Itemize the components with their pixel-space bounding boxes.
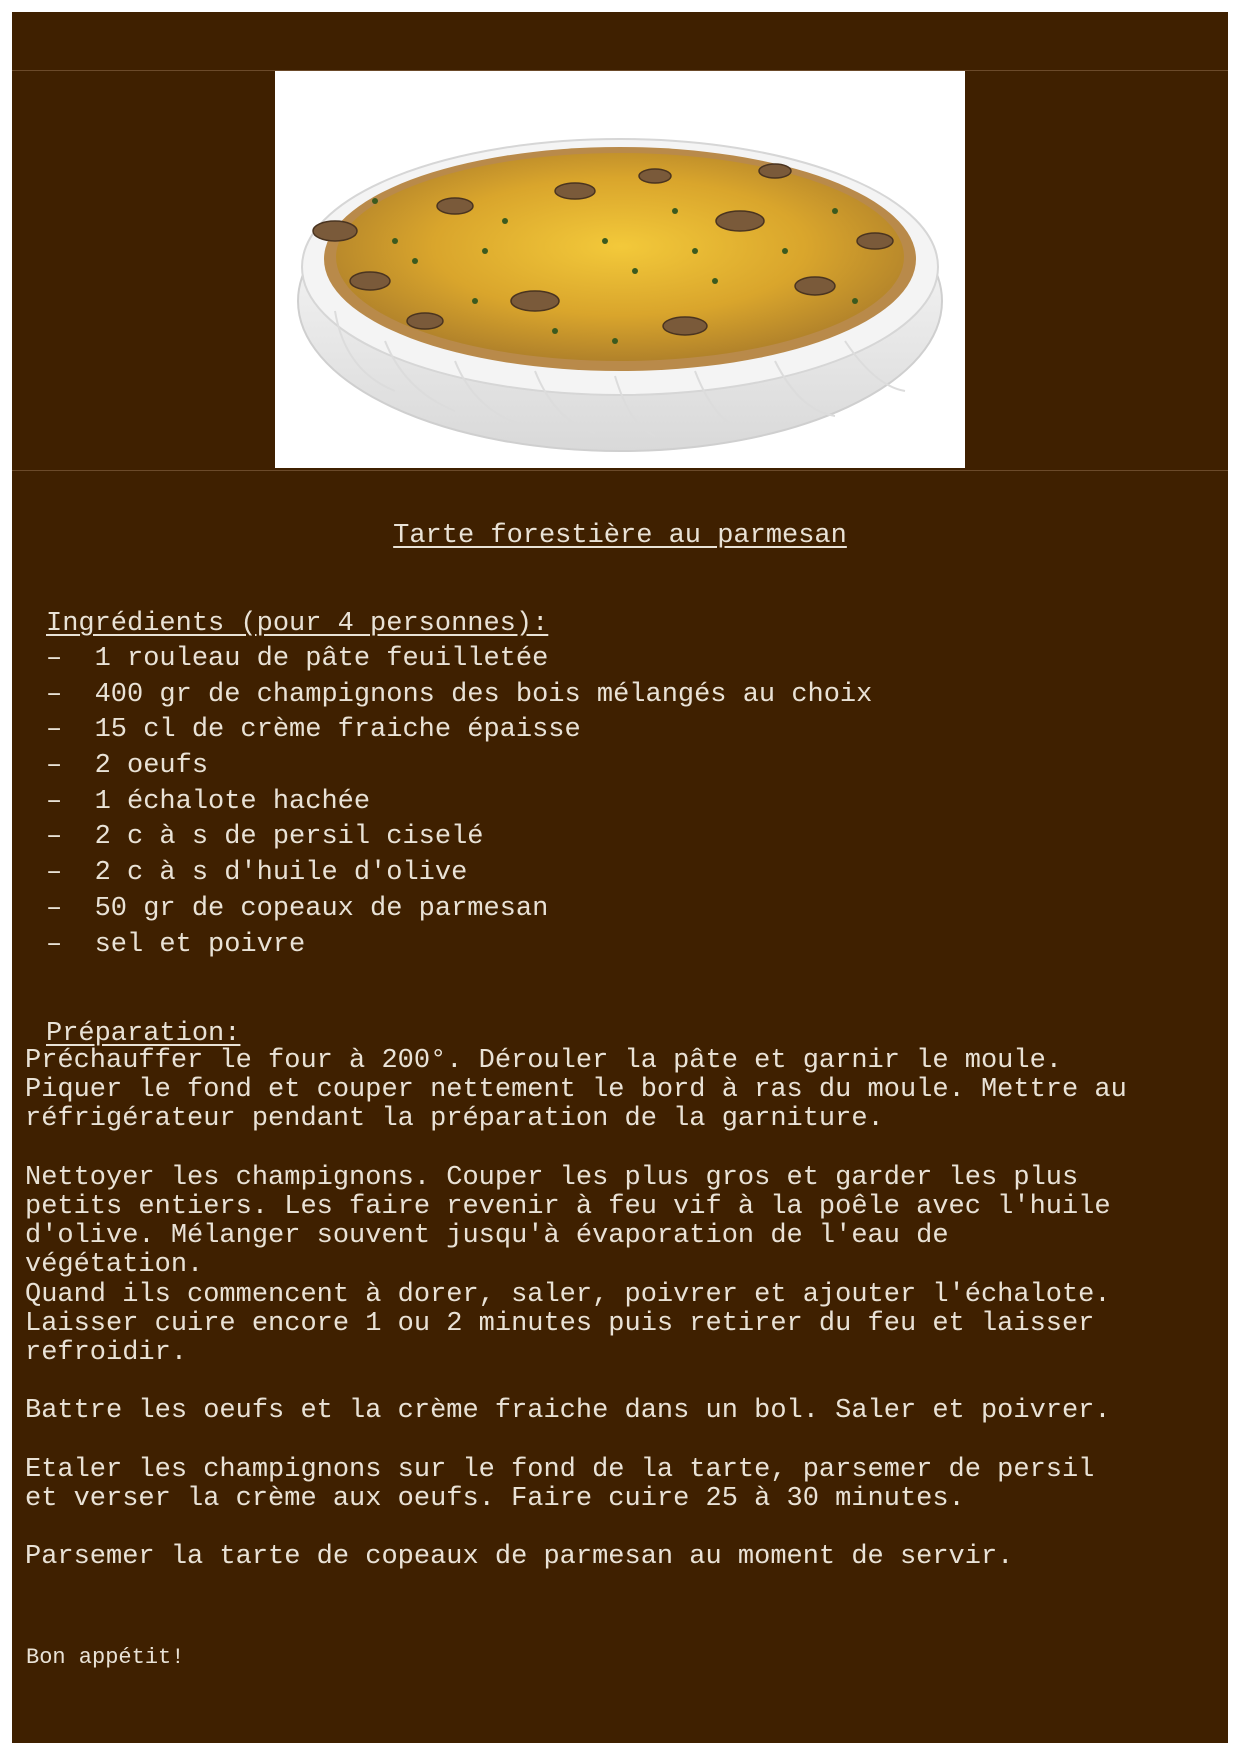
preparation-paragraph: Nettoyer les champignons. Couper les plus gros et garder les plus petits entiers. Les faire revenir à feu vif à la poêle avec l'huile d'olive. Mélanger souvent jusqu'à évaporation de l'eau de végétation. Quand ils commencent à dorer, saler, poivrer et ajouter l'échalote. Laisser cuire encore 1 ou 2 minutes puis retirer du feu et laisser refroidir. [25,1162,1111,1369]
ingredients-heading: Ingrédients (pour 4 personnes): [46,609,549,639]
preparation-paragraph: Parsemer la tarte de copeaux de parmesan au moment de servir. [25,1542,1014,1573]
preparation-paragraph: Préchauffer le four à 200°. Dérouler la pâte et garnir le moule. Piquer le fond et couper nettement le bord à ras du moule. Mettre au réfrigérateur pendant la préparation de la garniture. [25,1046,1127,1135]
ingredient-item: – 2 oeufs [46,751,209,782]
ingredient-item: – 2 c à s d'huile d'olive [46,858,468,889]
preparation-paragraph: Battre les oeufs et la crème fraiche dans un bol. Saler et poivrer. [25,1396,1111,1427]
ingredient-item: – 400 gr de champignons des bois mélangés au choix [46,679,873,710]
ingredient-item: – 15 cl de crème fraiche épaisse [46,715,581,746]
closing-line: Bon appétit! [26,1645,185,1670]
ingredient-item: – 50 gr de copeaux de parmesan [46,893,549,924]
ingredients-list [46,642,872,963]
header-band [12,12,1228,71]
ingredient-item: – 1 rouleau de pâte feuilletée [46,644,549,674]
photo-band [12,70,1228,471]
ingredient-item: – sel et poivre [46,929,306,960]
preparation-body [25,1047,1225,1602]
ingredient-item: – 1 échalote hachée [46,786,371,817]
tart-photo [275,71,965,468]
recipe-title: Tarte forestière au parmesan [393,521,847,551]
preparation-paragraph: Etaler les champignons sur le fond de la tarte, parsemer de persil et verser la crème aux oeufs. Faire cuire 25 à 30 minutes. [25,1454,1095,1514]
recipe-page [12,12,1228,1743]
ingredient-item: – 2 c à s de persil ciselé [46,822,484,853]
preparation-heading: Préparation: [46,1019,241,1049]
